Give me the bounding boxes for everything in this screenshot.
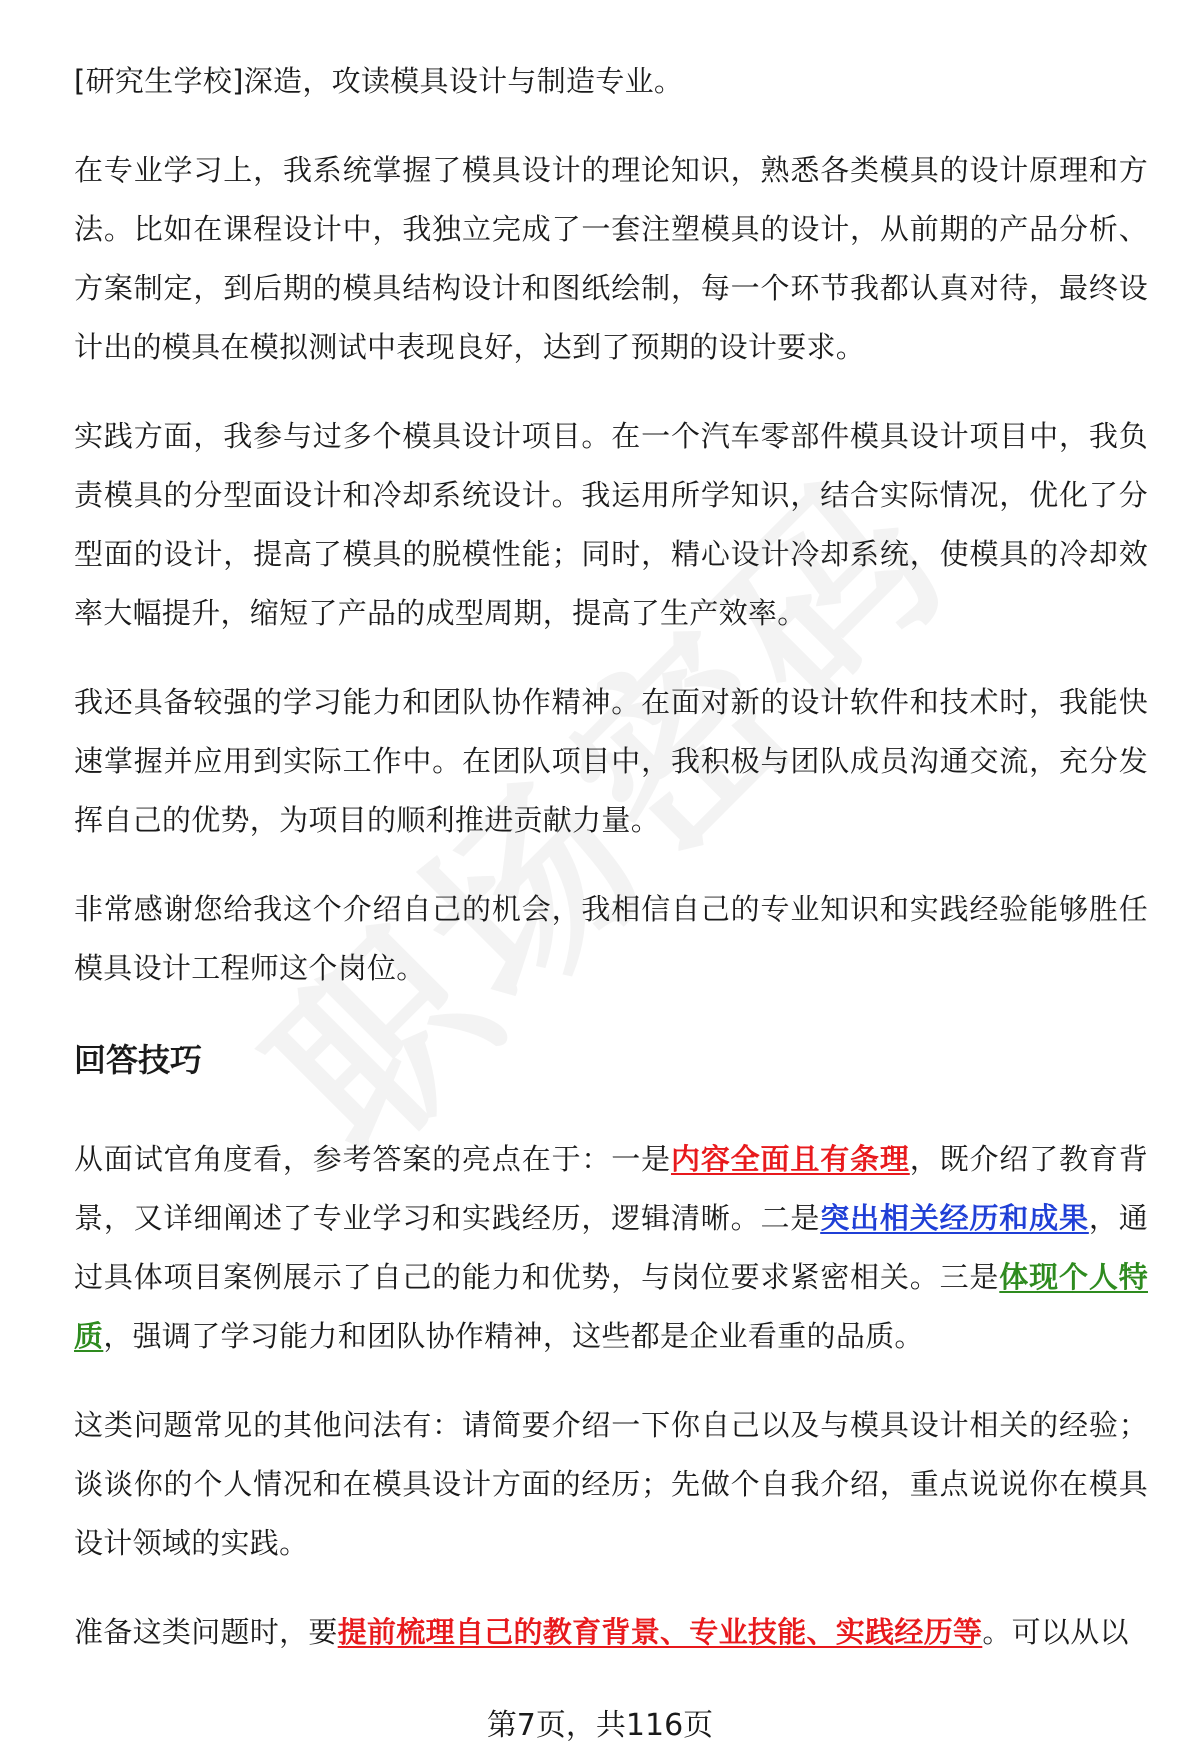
- paragraph: [研究生学校]深造，攻读模具设计与制造专业。: [74, 64, 684, 98]
- tips-paragraph-1: [74, 1130, 1148, 1366]
- text-run: ，强调了学习能力和团队协作精神，这些都是企业看重的品质。: [103, 1319, 924, 1353]
- page-footer: 第7页，共116页: [486, 1708, 714, 1743]
- paragraph: 在专业学习上，我系统掌握了模具设计的理论知识，熟悉各类模具的设计原理和方法。比如在课程设计中，我独立完成了一套注塑模具的设计，从前期的产品分析、方案制定，到后期的模具结构设计和图纸绘制，每一个环节我都认真对待，最终设计出的模具在模拟测试中表现良好，达到了预期的设计要求。: [74, 153, 1148, 364]
- text-run: 准备这类问题时，要: [74, 1615, 338, 1649]
- highlight-blue: 突出相关经历和成果: [820, 1201, 1089, 1235]
- section-title: 回答技巧: [74, 1041, 203, 1079]
- highlight-red: 内容全面且有条理: [670, 1142, 910, 1176]
- tips-paragraph-2: 这类问题常见的其他问法有：请简要介绍一下你自己以及与模具设计相关的经验；谈谈你的个人情况和在模具设计方面的经历；先做个自我介绍，重点说说你在模具设计领域的实践。: [74, 1408, 1148, 1560]
- paragraph: 实践方面，我参与过多个模具设计项目。在一个汽车零部件模具设计项目中，我负责模具的分型面设计和冷却系统设计。我运用所学知识，结合实际情况，优化了分型面的设计，提高了模具的脱模性能；同时，精心设计冷却系统，使模具的冷却效率大幅提升，缩短了产品的成型周期，提高了生产效率。: [74, 419, 1148, 630]
- highlight-green: 体现个人特质: [74, 1260, 1148, 1353]
- tips-paragraph-3: [74, 1603, 1148, 1662]
- text-run: ，既介绍了教育背景，又详细阐述了专业学习和实践经历，逻辑清晰。二是: [74, 1142, 1149, 1235]
- highlight-red: 提前梳理自己的教育背景、专业技能、实践经历等: [337, 1615, 983, 1649]
- text-run: ，通过具体项目案例展示了自己的能力和优势，与岗位要求紧密相关。三是: [74, 1201, 1148, 1294]
- text-run: 。可以从以: [982, 1615, 1129, 1649]
- text-run: 从面试官角度看，参考答案的亮点在于：一是: [74, 1142, 671, 1176]
- paragraph: 非常感谢您给我这个介绍自己的机会，我相信自己的专业知识和实践经验能够胜任模具设计工程师这个岗位。: [74, 892, 1148, 985]
- page-content: [74, 52, 1148, 1692]
- paragraph: 我还具备较强的学习能力和团队协作精神。在面对新的设计软件和技术时，我能快速掌握并应用到实际工作中。在团队项目中，我积极与团队成员沟通交流，充分发挥自己的优势，为项目的顺利推进贡献力量。: [74, 685, 1148, 837]
